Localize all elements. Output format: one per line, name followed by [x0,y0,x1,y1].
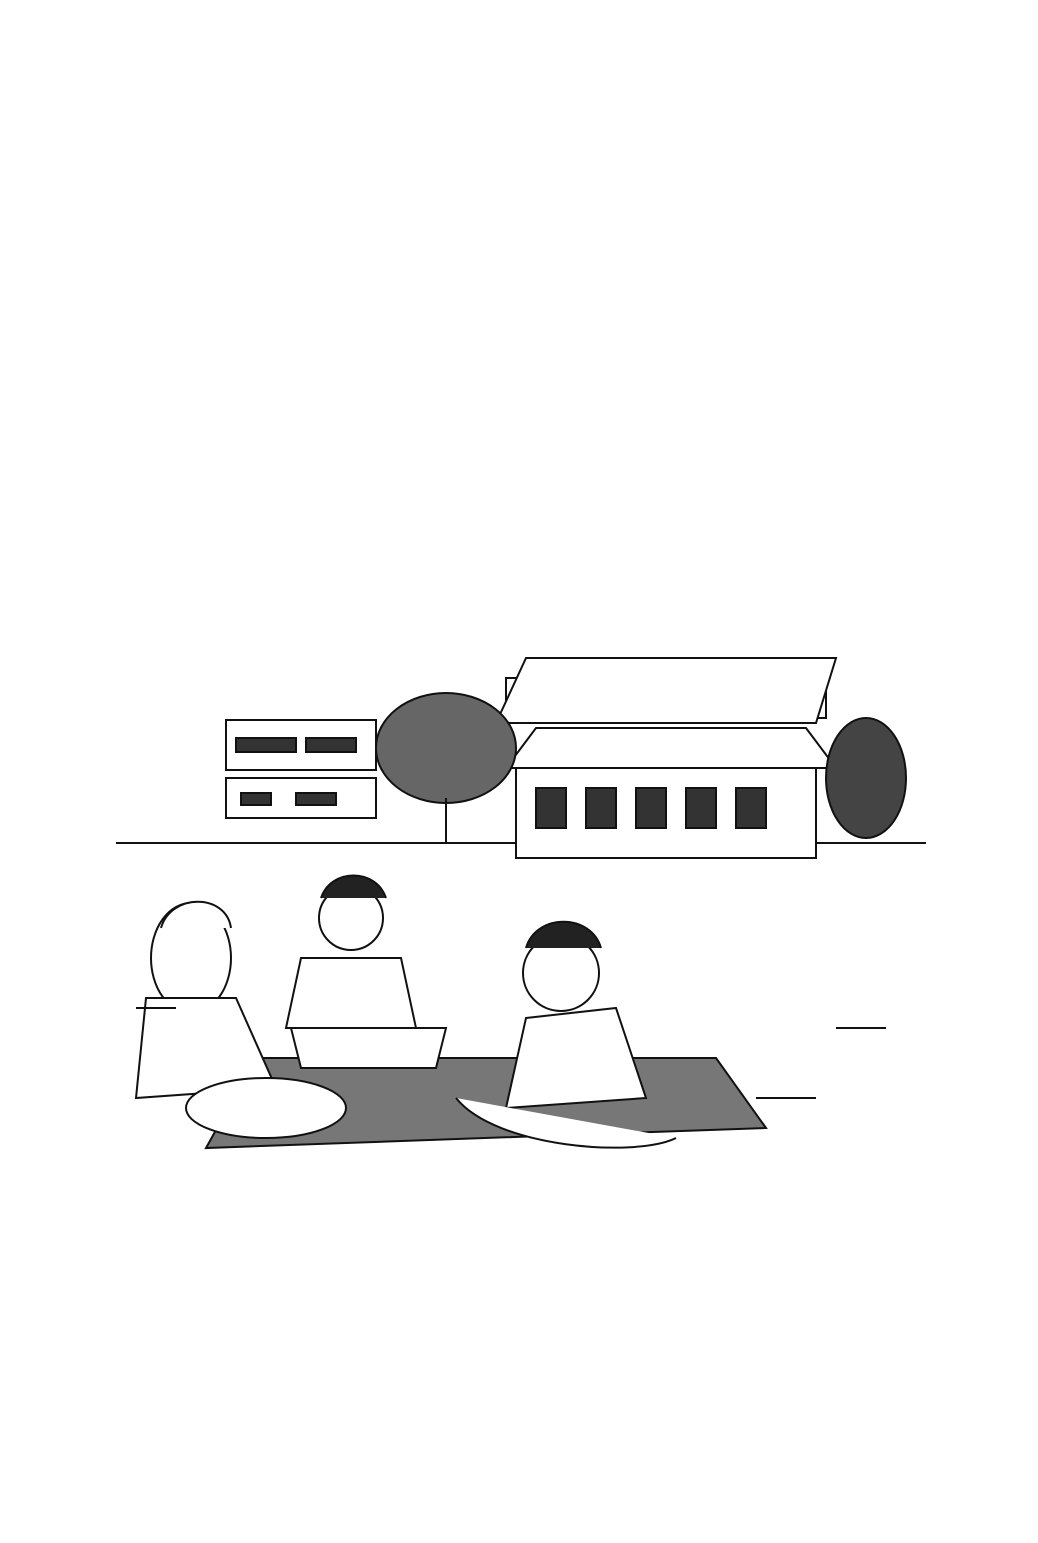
children-playground-illustration [116,628,926,1188]
page-header [116,78,924,110]
